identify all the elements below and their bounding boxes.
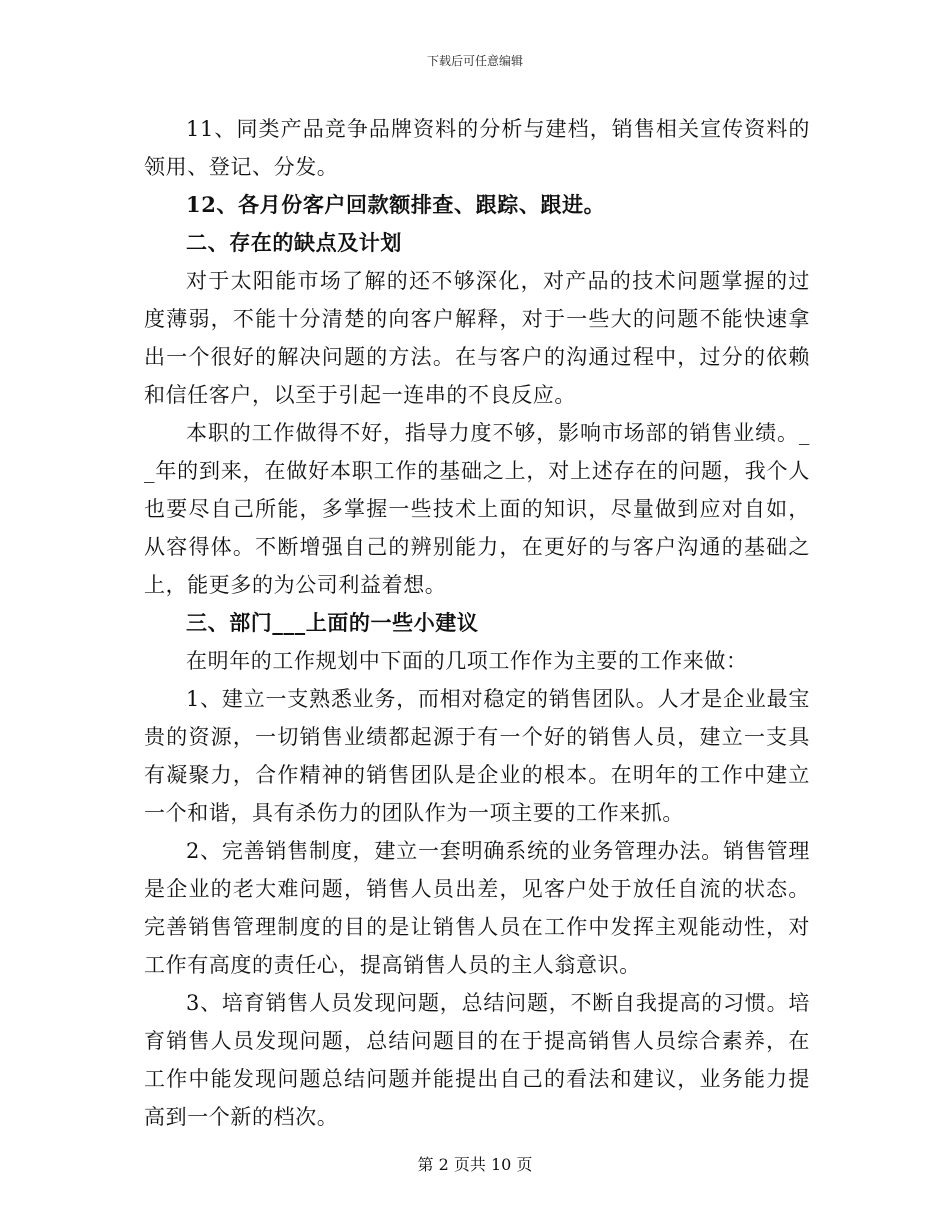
paragraph-plan-3: 3、培育销售人员发现问题，总结问题，不断自我提高的习惯。培育销售人员发现问题，总结问题目的在于提高销售人员综合素养，在工作中能发现问题总结问题并能提出自己的看法和建议，业务能力提高到一个新的档次。 [144,991,810,1129]
section-heading-3: 三、部门___上面的一些小建议 [186,610,479,635]
paragraph-item-11: 11、同类产品竞争品牌资料的分析与建档，销售相关宣传资料的领用、登记、分发。 [144,117,810,179]
paragraph-plan-2: 2、完善销售制度，建立一套明确系统的业务管理办法。销售管理是企业的老大难问题，销售人员出差，见客户处于放任自流的状态。完善销售管理制度的目的是让销售人员在工作中发挥主观能动性，对工作有高度的责任心，提高销售人员的主人翁意识。 [144,839,810,977]
document-body [144,110,810,1136]
paragraph-plan-1: 1、建立一支熟悉业务，而相对稳定的销售团队。人才是企业最宝贵的资源，一切销售业绩都起源于有一个好的销售人员，建立一支具有凝聚力，合作精神的销售团队是企业的根本。在明年的工作中建立一个和谐，具有杀伤力的团队作为一项主要的工作来抓。 [144,687,810,825]
paragraph-plan-intro: 在明年的工作规划中下面的几项工作作为主要的工作来做： [186,649,748,673]
page-header: 下载后可任意编辑 [426,54,523,68]
paragraph-self-improvement: 本职的工作做得不好，指导力度不够，影响市场部的销售业绩。__年的到来，在做好本职工作的基础之上，对上述存在的问题，我个人也要尽自己所能，多掌握一些技术上面的知识，尽量做到应对自如，从容得体。不断增强自己的辨别能力，在更好的与客户沟通的基础之上，能更多的为公司利益着想。 [144,421,810,597]
section-heading-2: 二、存在的缺点及计划 [186,230,402,255]
paragraph-item-12: 12、各月份客户回款额排查、跟踪、跟进。 [186,192,606,217]
paragraph-market-weakness: 对于太阳能市场了解的还不够深化，对产品的技术问题掌握的过度薄弱，不能十分清楚的向客户解释，对于一些大的问题不能快速拿出一个很好的解决问题的方法。在与客户的沟通过程中，过分的依赖和信任客户，以至于引起一连串的不良反应。 [144,269,810,407]
page-number: 第 2 页共 10 页 [417,1155,533,1174]
